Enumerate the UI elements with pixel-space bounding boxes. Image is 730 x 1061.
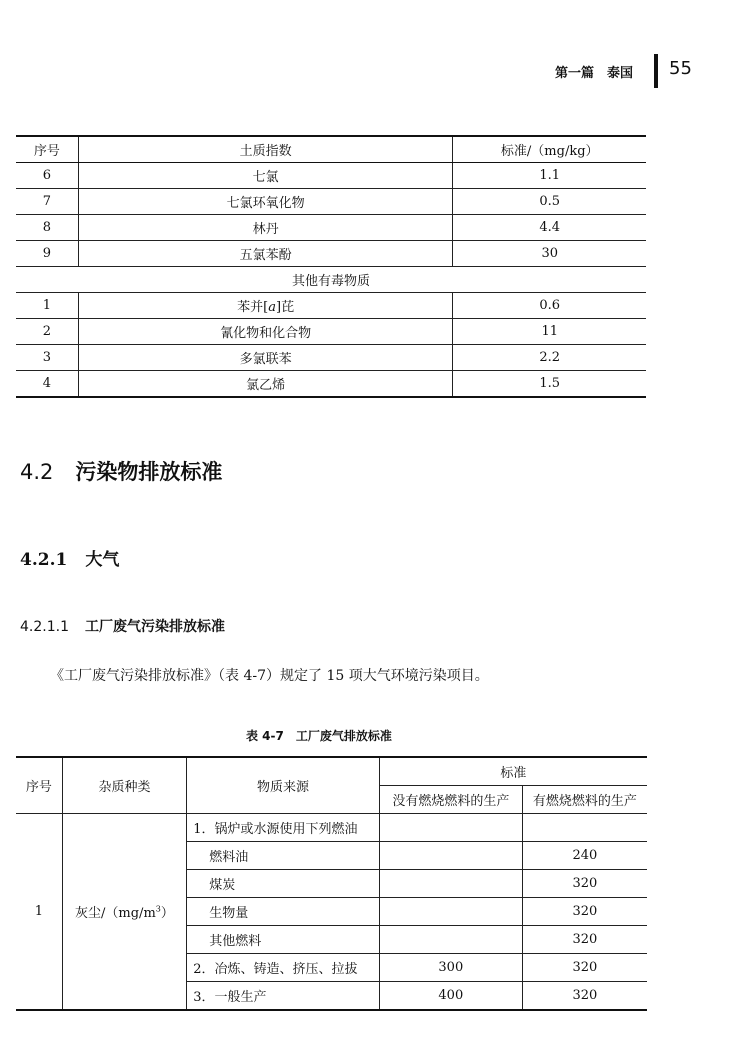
impurity-close: ） <box>160 906 174 921</box>
column-header-no-fuel: 没有燃烧燃料的生产 <box>379 786 522 814</box>
cell-name: 林丹 <box>78 215 453 241</box>
cell-no: 4 <box>16 371 78 398</box>
table-row <box>16 189 646 215</box>
cell-with-fuel: 320 <box>522 870 647 898</box>
column-header-standard: 标准 <box>379 757 647 786</box>
section-number: 4.2 <box>20 460 54 484</box>
section-title: 工厂废气污染排放标准 <box>84 619 225 635</box>
impurity-text: 灰尘/（mg/m <box>75 906 156 921</box>
cell-value: 30 <box>453 241 646 267</box>
page-number: 55 <box>669 58 692 79</box>
cell-row-no: 1 <box>16 814 62 1011</box>
cell-with-fuel <box>522 814 647 842</box>
cell-with-fuel: 320 <box>522 982 647 1011</box>
table-group-row <box>16 267 646 293</box>
table-header-row <box>16 757 647 786</box>
table-row <box>16 814 647 842</box>
page-header <box>480 54 695 88</box>
table-header-row <box>16 136 646 163</box>
table-row <box>16 163 646 189</box>
cell-value: 2.2 <box>453 345 646 371</box>
table-row <box>16 319 646 345</box>
cell-no: 9 <box>16 241 78 267</box>
factory-emission-table <box>16 756 647 1011</box>
cell-name <box>78 293 453 319</box>
cell-source: 其他燃料 <box>187 926 380 954</box>
table-row <box>16 241 646 267</box>
section-heading-4-2-1 <box>20 545 119 570</box>
impurity-superscript: 3 <box>155 904 161 914</box>
cell-source: 1．锅炉或水源使用下列燃油 <box>187 814 380 842</box>
column-header-source: 物质来源 <box>187 757 380 814</box>
body-paragraph: 《工厂废气污染排放标准》（表 4-7）规定了 15 项大气环境污染项目。 <box>50 668 489 684</box>
cell-impurity <box>62 814 187 1011</box>
name-italic: a <box>268 300 277 315</box>
cell-no-fuel <box>379 898 522 926</box>
cell-no-fuel: 300 <box>379 954 522 982</box>
cell-value: 0.6 <box>453 293 646 319</box>
cell-value: 1.5 <box>453 371 646 398</box>
cell-source: 燃料油 <box>187 842 380 870</box>
soil-standard-table <box>16 135 646 398</box>
cell-no: 6 <box>16 163 78 189</box>
cell-source: 3．一般生产 <box>187 982 380 1011</box>
cell-name: 五氯苯酚 <box>78 241 453 267</box>
cell-name: 七氯环氧化物 <box>78 189 453 215</box>
cell-with-fuel: 320 <box>522 898 647 926</box>
table-caption: 表 4-7 工厂废气排放标准 <box>246 729 392 743</box>
column-header-standard: 标准/（mg/kg） <box>453 136 646 163</box>
cell-value: 4.4 <box>453 215 646 241</box>
column-header-no: 序号 <box>16 136 78 163</box>
cell-name: 多氯联苯 <box>78 345 453 371</box>
header-section-title: 第一篇 泰国 <box>555 66 634 81</box>
cell-with-fuel: 320 <box>522 926 647 954</box>
cell-no-fuel <box>379 926 522 954</box>
cell-no: 1 <box>16 293 78 319</box>
column-header-no: 序号 <box>16 757 62 814</box>
cell-name: 氰化物和化合物 <box>78 319 453 345</box>
cell-name: 氯乙烯 <box>78 371 453 398</box>
cell-no: 2 <box>16 319 78 345</box>
table-row <box>16 293 646 319</box>
cell-no: 8 <box>16 215 78 241</box>
cell-value: 1.1 <box>453 163 646 189</box>
group-label: 其他有毒物质 <box>16 267 646 293</box>
column-header-impurity: 杂质种类 <box>62 757 187 814</box>
cell-no-fuel <box>379 814 522 842</box>
cell-source: 2．冶炼、铸造、挤压、拉拔 <box>187 954 380 982</box>
cell-no-fuel <box>379 870 522 898</box>
cell-with-fuel: 320 <box>522 954 647 982</box>
cell-no: 3 <box>16 345 78 371</box>
cell-with-fuel: 240 <box>522 842 647 870</box>
name-prefix: 苯并[ <box>237 300 269 315</box>
column-header-index: 土质指数 <box>78 136 453 163</box>
table-row <box>16 215 646 241</box>
section-heading-4-2 <box>20 456 222 486</box>
section-heading-4-2-1-1 <box>20 616 225 636</box>
cell-no-fuel <box>379 842 522 870</box>
name-suffix: ]芘 <box>276 300 295 315</box>
cell-source: 生物量 <box>187 898 380 926</box>
cell-source: 煤炭 <box>187 870 380 898</box>
table-row <box>16 345 646 371</box>
cell-value: 0.5 <box>453 189 646 215</box>
column-header-with-fuel: 有燃烧燃料的生产 <box>522 786 647 814</box>
header-divider <box>654 54 658 88</box>
section-title: 大气 <box>85 550 120 570</box>
cell-value: 11 <box>453 319 646 345</box>
section-title: 污染物排放标准 <box>75 460 223 484</box>
cell-no-fuel: 400 <box>379 982 522 1011</box>
section-number: 4.2.1 <box>20 550 68 570</box>
section-number: 4.2.1.1 <box>20 619 69 635</box>
cell-no: 7 <box>16 189 78 215</box>
table-row <box>16 371 646 398</box>
cell-name: 七氯 <box>78 163 453 189</box>
